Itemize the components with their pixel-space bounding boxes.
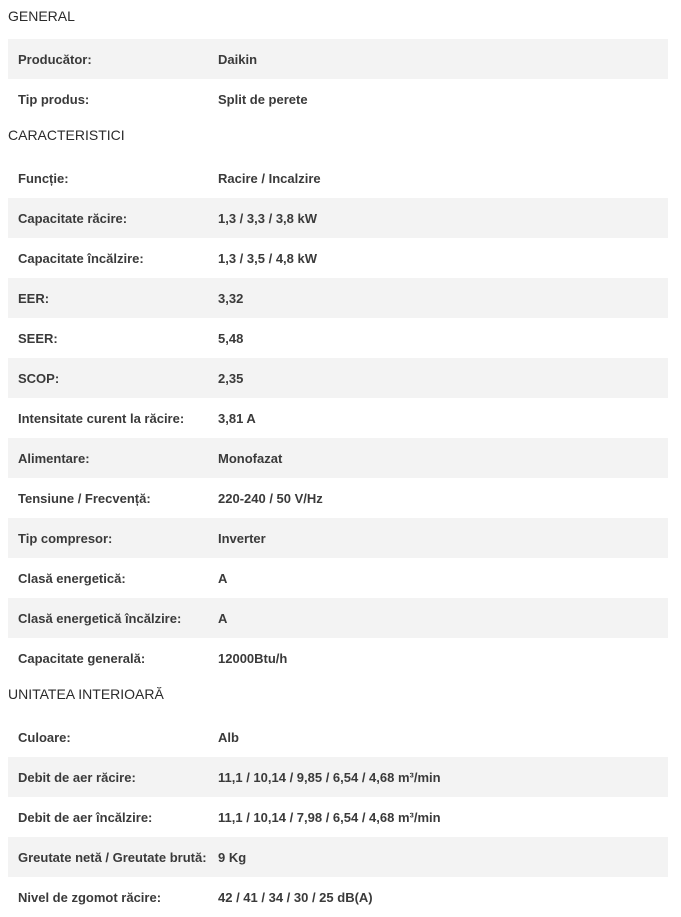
spec-value: 3,32 xyxy=(218,290,244,306)
spec-row xyxy=(8,318,668,358)
spec-row xyxy=(8,438,668,478)
spec-label: Culoare: xyxy=(18,729,71,745)
spec-value: 220-240 / 50 V/Hz xyxy=(218,490,323,506)
spec-label: Tensiune / Frecvență: xyxy=(18,490,151,506)
spec-label: Capacitate încălzire: xyxy=(18,250,144,266)
section-unitatea-interioara xyxy=(0,678,681,917)
spec-label: Alimentare: xyxy=(18,450,90,466)
spec-label: Nivel de zgomot răcire: xyxy=(18,889,162,905)
spec-value: 1,3 / 3,3 / 3,8 kW xyxy=(218,210,317,226)
section-caracteristici xyxy=(0,119,681,678)
spec-value: 5,48 xyxy=(218,330,244,346)
spec-value: 12000Btu/h xyxy=(218,650,288,666)
section-title: UNITATEA INTERIOARĂ xyxy=(8,686,164,702)
spec-label: SEER: xyxy=(18,330,58,346)
spec-row xyxy=(8,358,668,398)
spec-value: Racire / Incalzire xyxy=(218,170,321,186)
spec-label: Tip produs: xyxy=(18,91,90,107)
spec-row xyxy=(8,518,668,558)
spec-row xyxy=(8,837,668,877)
spec-value: Alb xyxy=(218,729,239,745)
spec-label: Debit de aer încălzire: xyxy=(18,809,153,825)
spec-value: 11,1 / 10,14 / 7,98 / 6,54 / 4,68 m³/min xyxy=(218,809,441,825)
spec-value: 9 Kg xyxy=(218,849,247,865)
spec-value: Daikin xyxy=(218,51,258,67)
spec-label: Clasă energetică: xyxy=(18,570,126,586)
spec-row xyxy=(8,198,668,238)
spec-row xyxy=(8,39,668,79)
spec-row xyxy=(8,238,668,278)
spec-value: Inverter xyxy=(218,530,266,546)
section-general xyxy=(0,0,681,119)
spec-value: 2,35 xyxy=(218,370,244,386)
spec-row xyxy=(8,278,668,318)
spec-row xyxy=(8,158,668,198)
section-title: CARACTERISTICI xyxy=(8,127,125,143)
spec-value: 1,3 / 3,5 / 4,8 kW xyxy=(218,250,317,266)
spec-label: Funcție: xyxy=(18,170,69,186)
spec-row xyxy=(8,797,668,837)
spec-label: Tip compresor: xyxy=(18,530,113,546)
spec-label: EER: xyxy=(18,290,50,306)
spec-label: Clasă energetică încălzire: xyxy=(18,610,182,626)
spec-value: 11,1 / 10,14 / 9,85 / 6,54 / 4,68 m³/min xyxy=(218,769,441,785)
spec-value: Monofazat xyxy=(218,450,283,466)
spec-row xyxy=(8,877,668,917)
spec-value: Split de perete xyxy=(218,91,308,107)
spec-row xyxy=(8,558,668,598)
spec-row xyxy=(8,717,668,757)
spec-row xyxy=(8,638,668,678)
spec-row xyxy=(8,598,668,638)
spec-label: Intensitate curent la răcire: xyxy=(18,410,185,426)
spec-row xyxy=(8,478,668,518)
section-title: GENERAL xyxy=(8,8,75,24)
spec-row xyxy=(8,757,668,797)
spec-label: Debit de aer răcire: xyxy=(18,769,136,785)
spec-value: 42 / 41 / 34 / 30 / 25 dB(A) xyxy=(218,889,373,905)
spec-row xyxy=(8,398,668,438)
spec-label: Capacitate generală: xyxy=(18,650,146,666)
spec-label: SCOP: xyxy=(18,370,60,386)
spec-value: A xyxy=(218,610,228,626)
spec-row xyxy=(8,79,668,119)
spec-value: 3,81 A xyxy=(218,410,256,426)
spec-value: A xyxy=(218,570,228,586)
spec-label: Greutate netă / Greutate brută: xyxy=(18,849,207,865)
spec-label: Producător: xyxy=(18,51,92,67)
spec-label: Capacitate răcire: xyxy=(18,210,128,226)
